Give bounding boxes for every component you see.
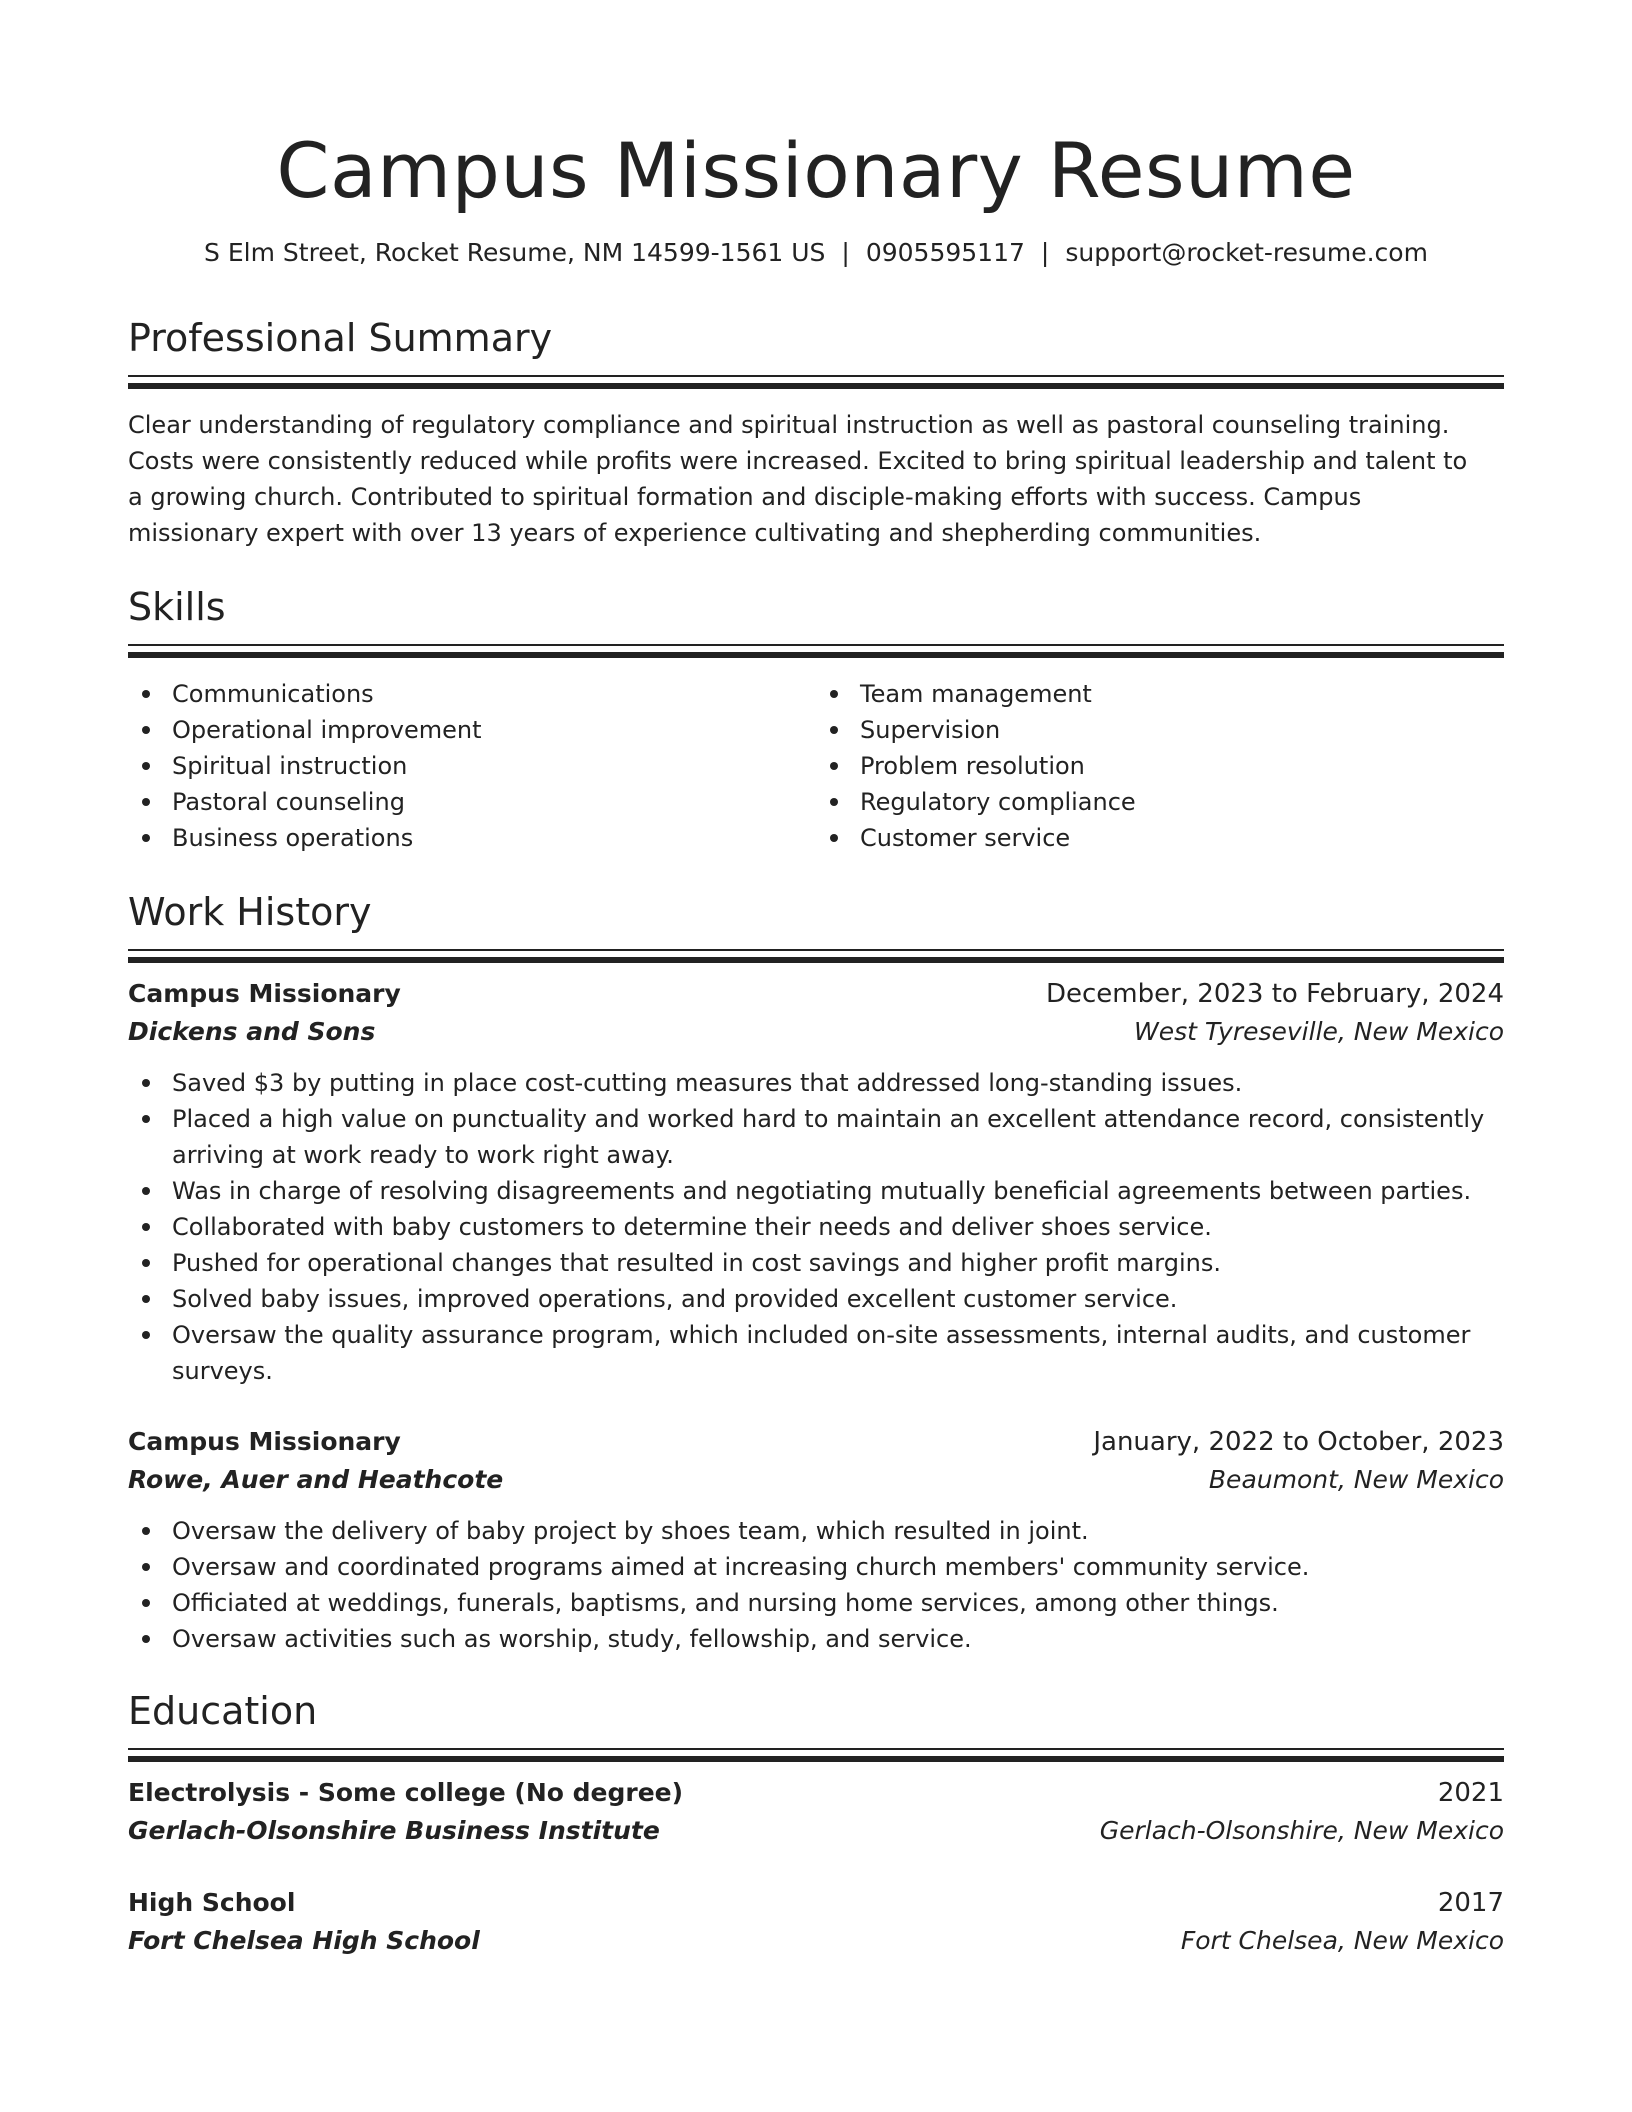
skill-item: Business operations — [172, 820, 816, 856]
job-bullet: Solved baby issues, improved operations, and provided excellent customer service. — [172, 1281, 1488, 1317]
email: support@rocket-resume.com — [1065, 238, 1428, 267]
separator: | — [841, 238, 850, 267]
skills-section — [128, 583, 1504, 856]
education-header-row — [128, 1774, 1504, 1812]
skill-item: Regulatory compliance — [860, 784, 1504, 820]
summary-section — [128, 314, 1504, 551]
skill-item: Team management — [860, 676, 1504, 712]
job-entry — [128, 975, 1504, 1389]
education-section — [128, 1687, 1504, 1960]
section-divider — [128, 375, 1504, 377]
education-location: Fort Chelsea, New Mexico — [1180, 1926, 1504, 1955]
job-location: West Tyreseville, New Mexico — [1134, 1017, 1504, 1046]
job-bullet: Officiated at weddings, funerals, baptisms, and nursing home services, among other things. — [172, 1585, 1488, 1621]
job-company: Dickens and Sons — [128, 1017, 376, 1046]
job-bullet: Oversaw the delivery of baby project by shoes team, which resulted in joint. — [172, 1513, 1488, 1549]
skills-column-left — [128, 676, 816, 856]
skill-item: Operational improvement — [172, 712, 816, 748]
job-bullet: Saved $3 by putting in place cost-cutting measures that addressed long-standing issues. — [172, 1065, 1488, 1101]
education-header-row — [128, 1884, 1504, 1922]
education-year: 2021 — [1437, 1778, 1504, 1808]
job-company: Rowe, Auer and Heathcote — [128, 1465, 504, 1494]
education-entry — [128, 1884, 1504, 1960]
separator: | — [1040, 238, 1050, 267]
job-bullet: Collaborated with baby customers to determine their needs and deliver shoes service. — [172, 1209, 1488, 1245]
education-degree: Electrolysis - Some college (No degree) — [128, 1778, 684, 1807]
job-bullet: Oversaw activities such as worship, study, fellowship, and service. — [172, 1621, 1488, 1657]
skill-item: Problem resolution — [860, 748, 1504, 784]
skills-grid — [128, 676, 1504, 856]
skill-item: Supervision — [860, 712, 1504, 748]
job-header-row — [128, 975, 1504, 1013]
skill-item: Spiritual instruction — [172, 748, 816, 784]
section-heading-skills: Skills — [128, 585, 226, 629]
job-entry — [128, 1423, 1504, 1657]
education-school-row — [128, 1812, 1504, 1850]
job-bullet: Placed a high value on punctuality and worked hard to maintain an excellent attendance record, consistently arriving at work ready to work right away. — [172, 1101, 1488, 1173]
education-entry — [128, 1774, 1504, 1850]
section-divider — [128, 1748, 1504, 1750]
resume-title: Campus Missionary Resume — [276, 126, 1356, 215]
job-bullet: Oversaw the quality assurance program, which included on-site assessments, internal audits, and customer surveys. — [172, 1317, 1488, 1389]
job-bullet: Oversaw and coordinated programs aimed at increasing church members' community service. — [172, 1549, 1488, 1585]
summary-text: Clear understanding of regulatory compliance and spiritual instruction as well as pastoral counseling training. Costs were consistently reduced while profits were increased. Excited to bring spiritual leadership and talent to a growing church. Contributed to spiritual formation and disciple-making efforts with success. Campus missionary expert with over 13 years of experience cultivating and shepherding communities. — [128, 411, 1468, 547]
job-bullet: Was in charge of resolving disagreements and negotiating mutually beneficial agreements between parties. — [172, 1173, 1488, 1209]
job-bullet: Pushed for operational changes that resulted in cost savings and higher profit margins. — [172, 1245, 1488, 1281]
job-dates: January, 2022 to October, 2023 — [1093, 1427, 1504, 1457]
education-school: Fort Chelsea High School — [128, 1926, 480, 1955]
phone: 0905595117 — [865, 238, 1025, 267]
education-year: 2017 — [1437, 1888, 1504, 1918]
job-bullets — [128, 1513, 1488, 1657]
section-divider — [128, 949, 1504, 951]
skills-column-right — [816, 676, 1504, 856]
job-title: Campus Missionary — [128, 979, 401, 1008]
section-heading-summary: Professional Summary — [128, 316, 553, 360]
work-history-section — [128, 888, 1504, 1657]
skill-item: Customer service — [860, 820, 1504, 856]
education-school: Gerlach-Olsonshire Business Institute — [128, 1816, 660, 1845]
education-location: Gerlach-Olsonshire, New Mexico — [1099, 1816, 1504, 1845]
education-school-row — [128, 1922, 1504, 1960]
job-location: Beaumont, New Mexico — [1208, 1465, 1504, 1494]
section-heading-education: Education — [128, 1689, 318, 1733]
job-title: Campus Missionary — [128, 1427, 401, 1456]
contact-line — [128, 236, 1504, 270]
job-header-row — [128, 1423, 1504, 1461]
skill-item: Communications — [172, 676, 816, 712]
job-company-row — [128, 1013, 1504, 1051]
education-degree: High School — [128, 1888, 296, 1917]
address: S Elm Street, Rocket Resume, NM 14599-1561 US — [204, 238, 826, 267]
section-divider — [128, 644, 1504, 646]
skill-item: Pastoral counseling — [172, 784, 816, 820]
section-heading-work-history: Work History — [128, 890, 372, 934]
job-bullets — [128, 1065, 1488, 1389]
job-company-row — [128, 1461, 1504, 1499]
job-dates: December, 2023 to February, 2024 — [1045, 979, 1504, 1009]
